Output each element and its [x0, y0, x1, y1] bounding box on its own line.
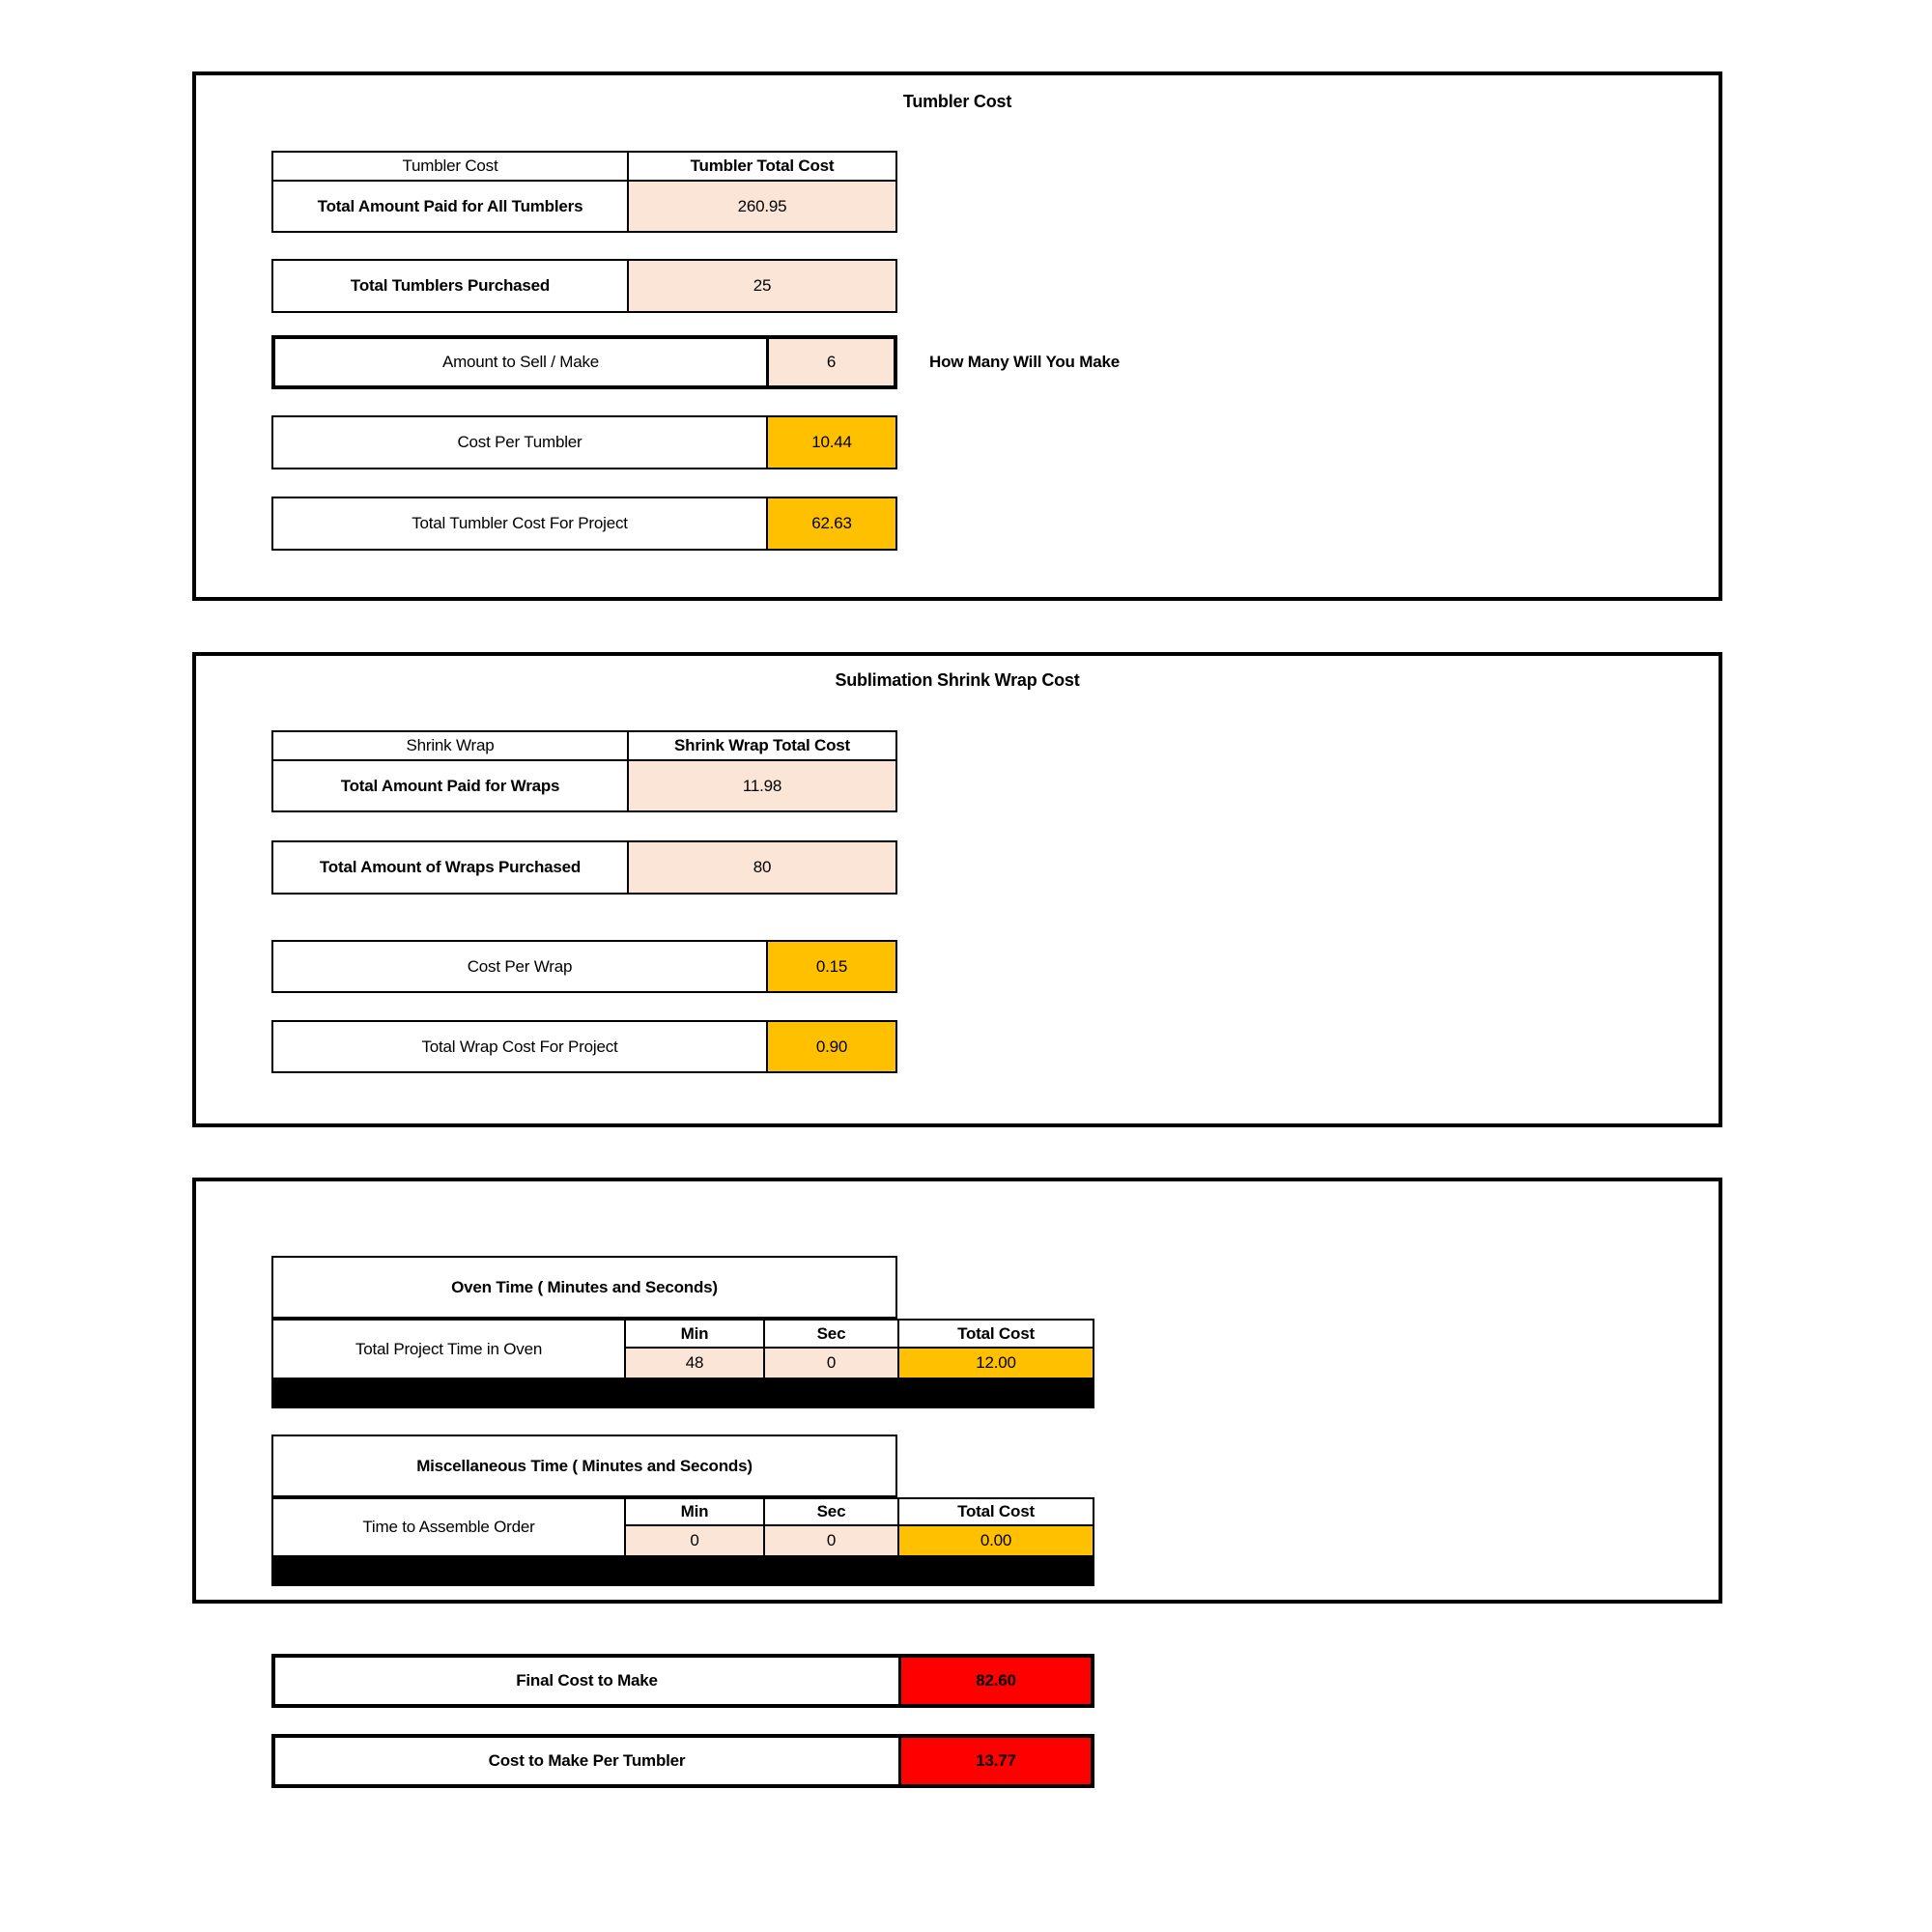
- shrink-wrap-header-label: Shrink Wrap: [406, 736, 495, 754]
- misc-total-header: Total Cost: [897, 1499, 1093, 1526]
- oven-time-header: Oven Time ( Minutes and Seconds): [451, 1277, 718, 1296]
- amount-to-sell-label: Amount to Sell / Make: [441, 353, 600, 371]
- misc-min-header: Min: [626, 1499, 763, 1526]
- oven-sec-header: Sec: [763, 1321, 897, 1349]
- misc-sec-header: Sec: [763, 1499, 897, 1526]
- wraps-paid-value-cell[interactable]: 11.98: [627, 759, 895, 810]
- oven-sec-value-cell[interactable]: 0: [763, 1349, 897, 1378]
- total-tumbler-cost-label: Total Tumbler Cost For Project: [412, 514, 628, 532]
- oven-divider-bar: [271, 1379, 1094, 1408]
- wraps-paid-label: Total Amount Paid for Wraps: [273, 759, 627, 810]
- wraps-purchased-label: Total Amount of Wraps Purchased: [319, 858, 582, 876]
- tumbler-paid-value-cell[interactable]: 260.95: [627, 180, 895, 231]
- oven-time-table: [271, 1319, 1094, 1379]
- oven-min-header: Min: [626, 1321, 763, 1349]
- shrink-wrap-title: Sublimation Shrink Wrap Cost: [835, 670, 1080, 690]
- final-cost-value-cell: 82.60: [898, 1658, 1091, 1704]
- total-tumbler-cost-row: [271, 497, 897, 551]
- misc-row-label: Time to Assemble Order: [273, 1499, 626, 1555]
- how-many-annotation: How Many Will You Make: [929, 353, 1120, 371]
- misc-sec-value-cell[interactable]: 0: [763, 1526, 897, 1555]
- tumbler-cost-title: Tumbler Cost: [902, 92, 1012, 111]
- final-cost-label: Final Cost to Make: [516, 1671, 658, 1690]
- misc-time-header-box: [271, 1435, 897, 1497]
- amount-to-sell-row: [271, 335, 897, 389]
- shrink-wrap-table: [271, 730, 897, 812]
- misc-time-table: [271, 1497, 1094, 1557]
- cost-per-wrap-value-cell: 0.15: [766, 942, 895, 991]
- misc-total-value-cell: 0.00: [897, 1526, 1093, 1555]
- total-wrap-cost-value-cell: 0.90: [766, 1022, 895, 1071]
- oven-total-value-cell: 12.00: [897, 1349, 1093, 1378]
- oven-time-header-box: [271, 1256, 897, 1319]
- tumbler-cost-table: [271, 151, 897, 233]
- wraps-purchased-value-cell[interactable]: 80: [627, 842, 895, 893]
- oven-min-value-cell[interactable]: 48: [626, 1349, 763, 1378]
- tumblers-purchased-label: Total Tumblers Purchased: [350, 276, 551, 295]
- total-wrap-cost-row: [271, 1020, 897, 1073]
- final-cost-row: [271, 1654, 1094, 1708]
- shrink-wrap-header-value: Shrink Wrap Total Cost: [627, 732, 895, 759]
- tumbler-table-header-label: Tumbler Cost: [402, 156, 498, 175]
- cost-per-wrap-label: Cost Per Wrap: [467, 956, 573, 976]
- oven-row-label: Total Project Time in Oven: [273, 1321, 626, 1378]
- misc-min-value-cell[interactable]: 0: [626, 1526, 763, 1555]
- amount-to-sell-value-cell[interactable]: 6: [766, 339, 894, 385]
- cost-per-tumbler-final-label: Cost to Make Per Tumbler: [488, 1751, 686, 1770]
- cost-per-wrap-row: [271, 940, 897, 993]
- oven-total-header: Total Cost: [897, 1321, 1093, 1349]
- cost-per-tumbler-row: [271, 415, 897, 469]
- tumbler-paid-label: Total Amount Paid for All Tumblers: [273, 180, 627, 231]
- cost-per-tumbler-final-value-cell: 13.77: [898, 1738, 1091, 1784]
- cost-per-tumbler-value-cell: 10.44: [766, 417, 895, 468]
- wraps-purchased-row: [271, 840, 897, 895]
- tumblers-purchased-value-cell[interactable]: 25: [627, 261, 895, 311]
- cost-per-tumbler-final-row: [271, 1734, 1094, 1788]
- misc-divider-bar: [271, 1557, 1094, 1586]
- total-tumbler-cost-value-cell: 62.63: [766, 498, 895, 549]
- tumbler-table-header-value: Tumbler Total Cost: [627, 153, 895, 180]
- total-wrap-cost-label: Total Wrap Cost For Project: [421, 1037, 618, 1056]
- cost-per-tumbler-label: Cost Per Tumbler: [457, 433, 582, 451]
- misc-time-header: Miscellaneous Time ( Minutes and Seconds): [416, 1456, 753, 1475]
- tumblers-purchased-row: [271, 259, 897, 313]
